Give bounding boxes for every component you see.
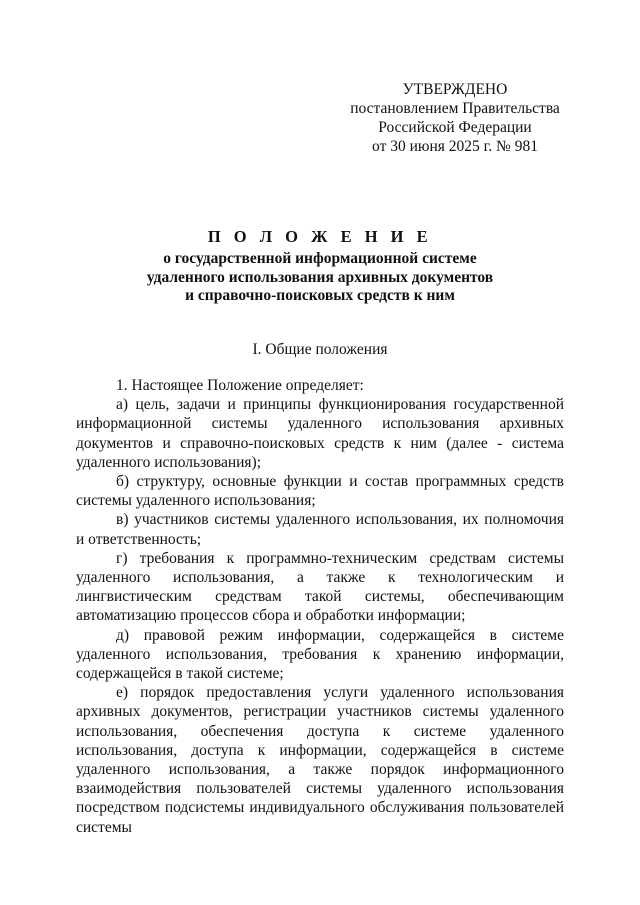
approval-line-1: постановлением Правительства	[350, 100, 560, 117]
paragraph-g: г) требования к программно-техническим средствам системы удаленного использования, а также к технологическим и лингвистическим средствам такой системы, обеспечивающим автоматизацию процессов сбора и обработки информации;	[76, 549, 564, 625]
paragraph-e: е) порядок предоставления услуги удаленного использования архивных документов, регистрации участников системы удаленного использования, обеспечения доступа к системе удаленного использования, доступа к информации, содержащейся в системе удаленного использования, а также порядок информационного взаимодействия пользователей системы удаленного использования посредством подсистемы индивидуального обслуживания пользователей системы	[76, 684, 564, 836]
paragraph-a: а) цель, задачи и принципы функционирования государственной информационной системы удаленного использования архивных документов и справочно-поисковых средств к ним (далее - система удаленного использования);	[76, 396, 564, 471]
paragraph-v: в) участников системы удаленного использования, их полномочия и ответственность;	[76, 511, 564, 548]
document-subtitle-line-2: удаленного использования архивных документов	[146, 268, 494, 286]
section-heading: I. Общие положения	[252, 341, 388, 358]
document-subtitle-line-1: о государственной информационной системе	[163, 250, 477, 267]
document-title: П О Л О Ж Е Н И Е	[207, 227, 433, 246]
approval-heading: УТВЕРЖДЕНО	[402, 81, 508, 98]
approval-line-3: от 30 июня 2025 г. № 981	[372, 138, 538, 155]
document-subtitle-line-3: и справочно-поисковых средств к ним	[185, 287, 455, 305]
approval-line-2: Российской Федерации	[378, 119, 532, 136]
paragraph-d: д) правовой режим информации, содержащейся в системе удаленного использования, требования к хранению информации, содержащейся в такой системе;	[76, 626, 564, 683]
approval-stamp	[340, 80, 570, 156]
document-title-block	[40, 226, 600, 306]
paragraph-b: б) структуру, основные функции и состав программных средств системы удаленного использования;	[76, 473, 564, 510]
document-body	[76, 376, 564, 837]
paragraph-1: 1. Настоящее Положение определяет:	[116, 377, 364, 394]
